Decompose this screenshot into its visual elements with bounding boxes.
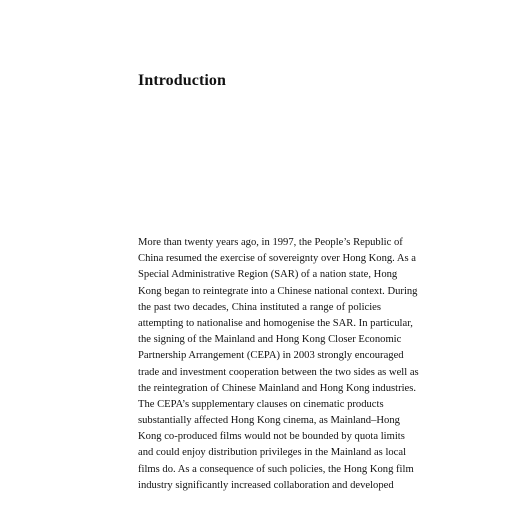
text-line: trade and investment cooperation between the two sides as well as: [138, 366, 419, 378]
text-line: Kong began to reintegrate into a Chinese national context. During: [138, 285, 418, 297]
text-line: attempting to nationalise and homogenise the SAR. In particular,: [138, 317, 413, 329]
text-line: and could enjoy distribution privileges in the Mainland as local: [138, 447, 407, 459]
text-line: films do. As a consequence of such policies, the Hong Kong film: [138, 463, 414, 475]
chapter-title: Introduction: [138, 72, 227, 89]
text-line: More than twenty years ago, in 1997, the People’s Republic of: [138, 237, 403, 248]
text-line: the reintegration of Chinese Mainland and Hong Kong industries.: [138, 382, 417, 394]
text-line: the signing of the Mainland and Hong Kong Closer Economic: [138, 334, 402, 346]
text-line: Special Administrative Region (SAR) of a nation state, Hong: [138, 269, 398, 281]
text-line: substantially affected Hong Kong cinema, as Mainland–Hong: [138, 415, 400, 427]
text-line: Kong co-produced films would not be bounded by quota limits: [138, 431, 405, 443]
text-line: The CEPA’s supplementary clauses on cinematic products: [138, 398, 384, 410]
text-line: industry significantly increased collaboration and developed: [138, 479, 394, 491]
text-line: the past two decades, China instituted a range of policies: [138, 301, 381, 313]
text-line: Partnership Arrangement (CEPA) in 2003 strongly encouraged: [138, 350, 404, 362]
text-line: China resumed the exercise of sovereignty over Hong Kong. As a: [138, 253, 417, 265]
body-paragraph: [138, 235, 419, 494]
